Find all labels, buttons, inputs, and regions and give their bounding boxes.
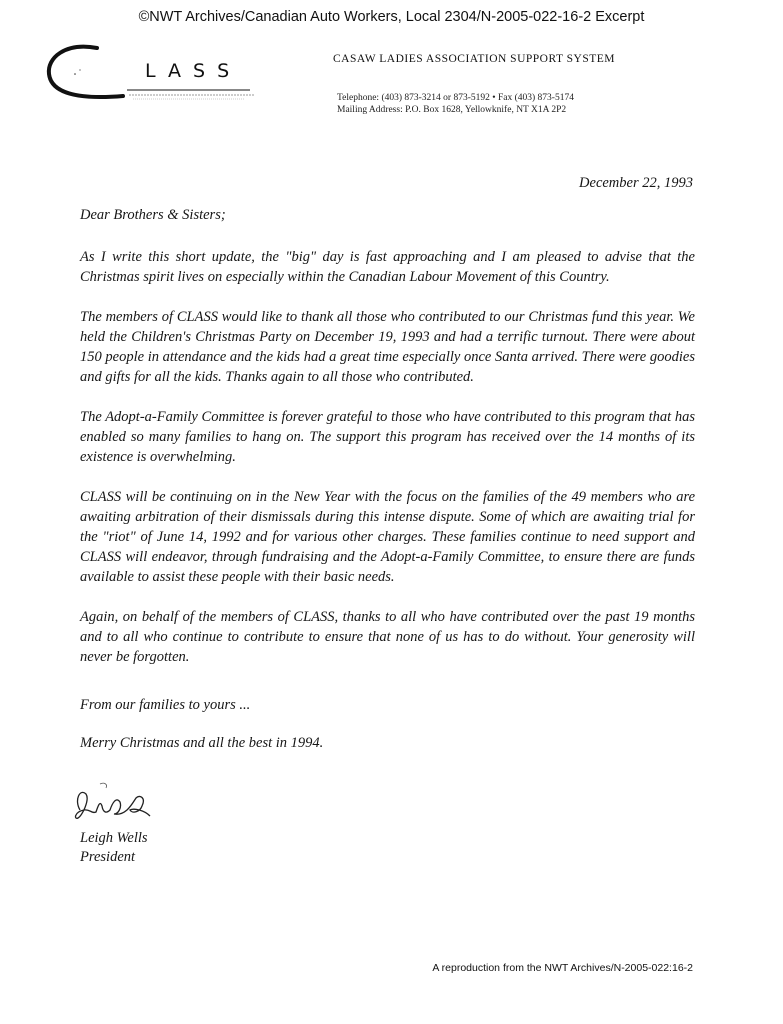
logo-text: LASS: [145, 60, 242, 82]
closing-greeting: Merry Christmas and all the best in 1994.: [80, 735, 324, 751]
paragraph: As I write this short update, the "big" day is fast approaching and I am pleased to advise that the Christmas spirit lives on especially within the Canadian Labour Movement of this Country.: [80, 249, 695, 285]
mailing-address-line: Mailing Address: P.O. Box 1628, Yellowknife, NT X1A 2P2: [337, 105, 567, 115]
paragraph: The members of CLASS would like to thank all those who contributed to our Christmas fund this year. We held the Children's Christmas Party on December 19, 1993 and had a terrific turnout. There were about 150 people in attendance and the kids had a great time especially once Santa arrived. There were goodies and gifts for all the kids. Thanks again to all those who contributed.: [80, 309, 695, 385]
class-logo: [45, 40, 275, 110]
paragraph: The Adopt-a-Family Committee is forever grateful to those who have contributed to this program that has enabled so many families to hang on. The support this program has received over the 14 months of its existence is overwhelming.: [80, 409, 695, 465]
contact-info: [337, 92, 574, 116]
letter-date: December 22, 1993: [579, 175, 693, 191]
closing-line: From our families to yours ...: [80, 697, 251, 713]
telephone-line: Telephone: (403) 873-3214 or 873-5192 • Fax (403) 873-5174: [337, 93, 574, 103]
handwritten-signature: [70, 780, 160, 834]
reproduction-footer: A reproduction from the NWT Archives/N-2005-022:16-2: [432, 962, 693, 974]
signer-block: [80, 829, 148, 867]
organization-name: CASAW LADIES ASSOCIATION SUPPORT SYSTEM: [333, 53, 616, 65]
paragraph: Again, on behalf of the members of CLASS, thanks to all who have contributed over the past 19 months and to all who continue to contribute to ensure that none of us has to do without. Your generosity will never be forgotten.: [80, 609, 695, 665]
archive-header: ©NWT Archives/Canadian Auto Workers, Local 2304/N-2005-022-16-2 Excerpt: [138, 9, 645, 25]
signer-title: President: [80, 849, 136, 865]
salutation: Dear Brothers & Sisters;: [80, 207, 226, 223]
signer-name: Leigh Wells: [80, 830, 148, 846]
letter-body: [80, 247, 695, 687]
paragraph: CLASS will be continuing on in the New Year with the focus on the families of the 49 members who are awaiting arbitration of their dismissals during this intense dispute. Some of which are awaiting trial for the "riot" of June 14, 1992 and for various other charges. These families continue to need support and CLASS will endeavor, through fundraising and the Adopt-a-Family Committee, to ensure there are funds available to assist these people with their basic needs.: [80, 489, 695, 585]
